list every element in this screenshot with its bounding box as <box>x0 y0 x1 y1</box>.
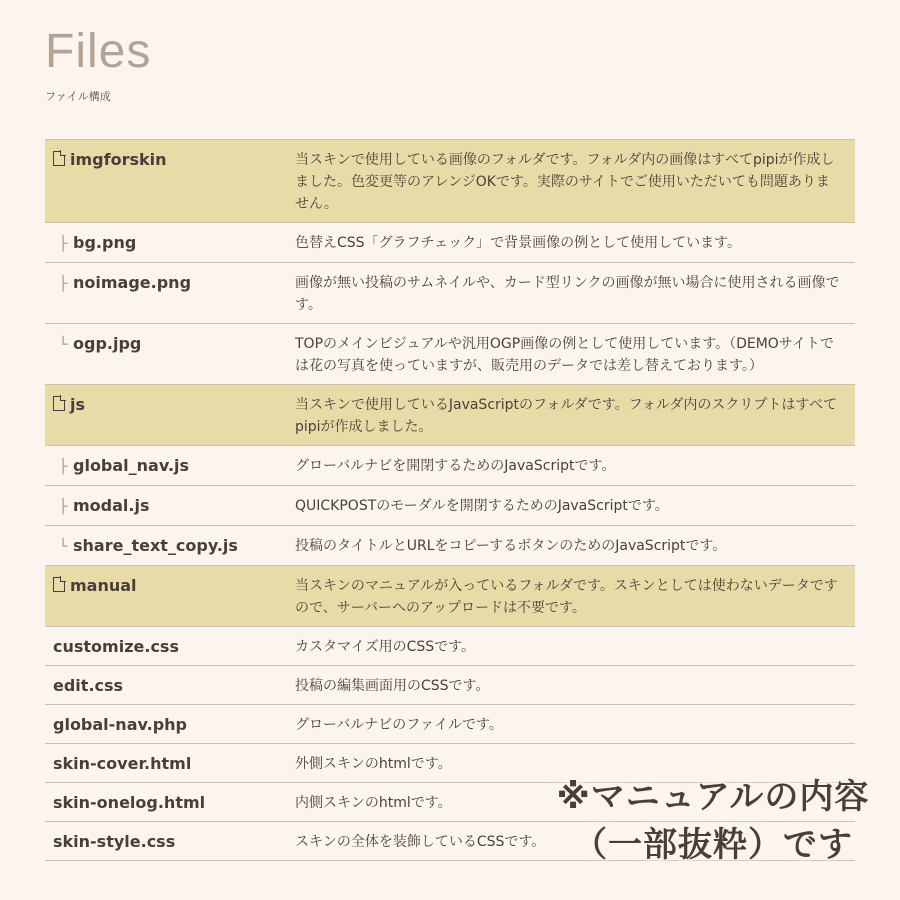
file-name-cell <box>45 705 289 744</box>
file-description: TOPのメインビジュアルや汎用OGP画像の例として使用しています。（DEMOサイトでは花の写真を使っていますが、販売用のデータでは差し替えております。） <box>295 336 834 374</box>
page-title: Files <box>45 25 152 78</box>
file-description: スキンの全体を装飾しているCSSです。 <box>295 834 546 850</box>
file-name: skin-cover.html <box>53 754 192 773</box>
file-name: global-nav.php <box>53 715 187 734</box>
file-name: js <box>70 395 86 414</box>
document-icon <box>53 396 65 411</box>
file-description: 投稿の編集画面用のCSSです。 <box>295 678 490 694</box>
file-row <box>45 223 855 263</box>
tree-branch-icon: ├ <box>59 499 68 515</box>
file-name-cell <box>45 446 289 486</box>
file-row <box>45 446 855 486</box>
file-name: bg.png <box>73 233 137 252</box>
file-row <box>45 666 855 705</box>
excerpt-notice-line2: （一部抜粋）です <box>573 825 853 865</box>
tree-branch-icon: └ <box>59 337 68 353</box>
file-structure-table <box>45 139 855 861</box>
document-icon <box>53 151 65 166</box>
file-description: 当スキンで使用している画像のフォルダです。フォルダ内の画像はすべてpipiが作成しました。色変更等のアレンジOKです。実際のサイトでご使用いただいても問題ありません。 <box>295 152 835 212</box>
file-name-cell <box>45 385 289 446</box>
page-subtitle: ファイル構成 <box>45 90 111 103</box>
file-name: modal.js <box>73 496 150 515</box>
document-icon <box>53 577 65 592</box>
tree-branch-icon: ├ <box>59 236 68 252</box>
file-name-cell <box>45 783 289 822</box>
file-description: 当スキンのマニュアルが入っているフォルダです。スキンとしては使わないデータですので、サーバーへのアップロードは不要です。 <box>295 578 838 616</box>
file-name: noimage.png <box>73 273 192 292</box>
file-description: 画像が無い投稿のサムネイルや、カード型リンクの画像が無い場合に使用される画像です。 <box>295 275 840 313</box>
excerpt-notice-line1: ※マニュアルの内容 <box>556 777 870 817</box>
file-name-cell <box>45 744 289 783</box>
file-row <box>45 324 855 385</box>
file-name: share_text_copy.js <box>73 536 238 555</box>
file-description: 外側スキンのhtmlです。 <box>295 756 452 772</box>
file-description: QUICKPOSTのモーダルを開閉するためのJavaScriptです。 <box>295 498 669 514</box>
file-description: 色替えCSS「グラフチェック」で背景画像の例として使用しています。 <box>295 235 742 251</box>
file-description: 当スキンで使用しているJavaScriptのフォルダです。フォルダ内のスクリプトはすべてpipiが作成しました。 <box>295 397 838 435</box>
file-name-cell <box>45 263 289 324</box>
tree-branch-icon: ├ <box>59 459 68 475</box>
file-name: manual <box>70 576 137 595</box>
file-name-cell <box>45 223 289 263</box>
file-name: skin-onelog.html <box>53 793 206 812</box>
file-row <box>45 263 855 324</box>
file-name-cell <box>45 666 289 705</box>
file-name: skin-style.css <box>53 832 176 851</box>
file-name-cell <box>45 324 289 385</box>
file-description: グローバルナビを開閉するためのJavaScriptです。 <box>295 458 616 474</box>
file-name-cell <box>45 822 289 861</box>
file-row <box>45 627 855 666</box>
file-row <box>45 705 855 744</box>
file-name-cell <box>45 566 289 627</box>
file-name-cell <box>45 486 289 526</box>
file-name-cell <box>45 526 289 566</box>
folder-row <box>45 566 855 627</box>
file-name: edit.css <box>53 676 124 695</box>
file-name: imgforskin <box>70 150 167 169</box>
excerpt-notice <box>548 773 878 869</box>
file-description: グローバルナビのファイルです。 <box>295 717 503 733</box>
file-description: 投稿のタイトルとURLをコピーするボタンのためのJavaScriptです。 <box>295 538 727 554</box>
file-description: カスタマイズ用のCSSです。 <box>295 639 476 655</box>
tree-branch-icon: └ <box>59 539 68 555</box>
file-name-cell <box>45 627 289 666</box>
folder-row <box>45 140 855 223</box>
file-name: global_nav.js <box>73 456 190 475</box>
file-name: ogp.jpg <box>73 334 142 353</box>
file-row <box>45 486 855 526</box>
file-name: customize.css <box>53 637 179 656</box>
file-name-cell <box>45 140 289 223</box>
file-description: 内側スキンのhtmlです。 <box>295 795 452 811</box>
file-row <box>45 526 855 566</box>
folder-row <box>45 385 855 446</box>
tree-branch-icon: ├ <box>59 276 68 292</box>
